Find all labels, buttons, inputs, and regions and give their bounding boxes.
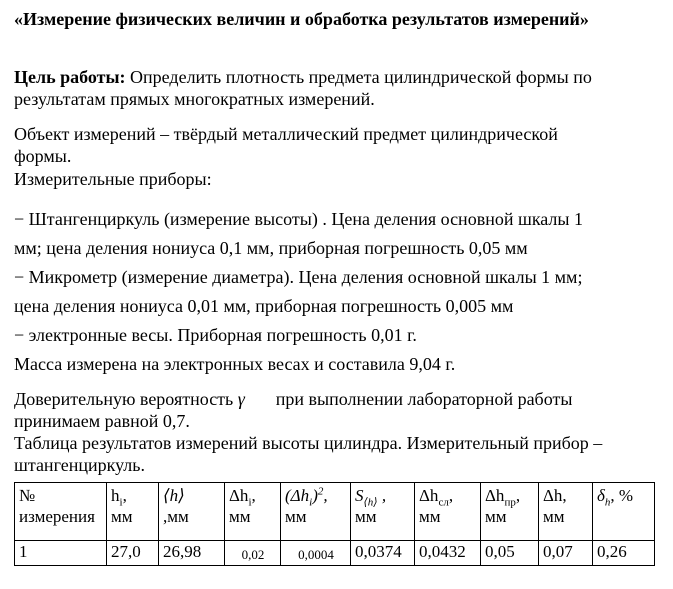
h-subscript: i <box>119 496 123 509</box>
cell-instrument-error: 0,05 <box>481 541 539 566</box>
mean-height-symbol: ⟨h⟩ <box>163 486 185 505</box>
header-total-error <box>539 483 593 541</box>
std-error-symbol: $S_{⟨h⟩}$ , <box>355 486 387 509</box>
delta-h-random: Δh <box>419 486 439 505</box>
header-measurement-label: измерения <box>19 507 95 526</box>
delta-squared-subscript: i <box>309 496 313 509</box>
s-symbol: S <box>355 486 364 505</box>
cell-deviation-squared: 0,0004 <box>281 541 351 566</box>
goal-line-2: результатам прямых многократных измерений. <box>14 89 375 109</box>
total-error-symbol: Δh, <box>543 486 567 505</box>
header-height <box>107 483 159 541</box>
cell-total-error: 0,07 <box>539 541 593 566</box>
header-deviation-symbol: $\Delta h_i$, <box>229 486 256 509</box>
header-number-sign: № <box>19 486 36 505</box>
header-random-error-unit: мм <box>419 507 441 526</box>
goal-label: Цель работы: <box>14 67 126 87</box>
header-instrument-error-unit: мм <box>485 507 507 526</box>
delta-squared-open: (Δh <box>285 486 310 505</box>
table-caption-line-2: штангенциркуль. <box>14 455 145 475</box>
mass-text: Масса измерена на электронных весах и составила 9,04 г. <box>14 354 456 374</box>
table-row <box>15 541 655 566</box>
delta-subscript: h <box>604 496 611 509</box>
cell-height: 27,0 <box>107 541 159 566</box>
header-total-error-unit: мм <box>543 507 565 526</box>
s-subscript: ⟨h⟩ <box>363 496 378 509</box>
header-std-error <box>351 483 415 541</box>
confidence-suffix: при выполнении лабораторной работы <box>275 389 573 409</box>
table-caption-line-1: Таблица результатов измерений высоты цилиндра. Измерительный прибор – <box>14 433 603 453</box>
delta-h-subscript: i <box>248 496 252 509</box>
instruments-label: Измерительные приборы: <box>14 169 212 189</box>
header-random-error <box>415 483 481 541</box>
header-measurement-number <box>15 483 107 541</box>
cell-mean-height: 26,98 <box>159 541 225 566</box>
header-mean-height-unit: ,мм <box>163 507 189 526</box>
delta-h-instrument: Δh <box>485 486 505 505</box>
random-subscript: сл <box>438 496 449 509</box>
header-height-symbol: $h_i$, <box>111 486 127 509</box>
instrument-2-line-2: цена деления нониуса 0,01 мм, приборная погрешность 0,005 мм <box>14 296 514 316</box>
h-symbol: h <box>111 486 120 505</box>
gamma-symbol: γ <box>237 389 245 409</box>
cell-deviation: 0,02 <box>225 541 281 566</box>
instrument-error-symbol: $\Delta h_{пр}$, <box>485 486 521 509</box>
instrument-2-line-1: − Микрометр (измерение диаметра). Цена деления основной шкалы 1 мм; <box>14 267 583 287</box>
deviation-squared-symbol: $(\Delta h_i)^2$, <box>285 485 328 509</box>
cell-random-error: 0,0432 <box>415 541 481 566</box>
header-deviation-squared-unit: мм <box>285 507 307 526</box>
instrument-subscript: пр <box>504 496 516 509</box>
cell-relative-error: 0,26 <box>593 541 655 566</box>
relative-error-symbol <box>597 485 651 509</box>
instrument-1-line-1: − Штангенциркуль (измерение высоты) . Цена деления основной шкалы 1 <box>14 209 584 229</box>
object-line-1: Объект измерений – твёрдый металлический предмет цилиндрической <box>14 124 558 144</box>
confidence-line-1 <box>14 388 572 410</box>
goal-line-1 <box>14 66 592 88</box>
header-deviation-squared <box>281 483 351 541</box>
goal-text: Определить плотность предмета цилиндрической формы по <box>125 67 592 87</box>
header-std-error-unit: мм <box>355 507 377 526</box>
delta-h-symbol: Δh <box>229 486 249 505</box>
document-title: «Измерение физических величин и обработка результатов измерений» <box>14 9 589 29</box>
cell-std-error: 0,0374 <box>351 541 415 566</box>
header-mean-height <box>159 483 225 541</box>
cell-measurement-number: 1 <box>15 541 107 566</box>
results-table <box>14 482 655 566</box>
delta-symbol: δ <box>597 486 605 505</box>
header-height-unit: мм <box>111 507 133 526</box>
object-line-2: формы. <box>14 146 72 166</box>
confidence-prefix: Доверительную вероятность <box>14 389 238 409</box>
header-deviation-unit: мм <box>229 507 251 526</box>
instrument-3: − электронные весы. Приборная погрешность 0,01 г. <box>14 325 417 345</box>
header-relative-error <box>593 483 655 541</box>
random-error-symbol: $\Delta h_{сл}$, <box>419 486 454 509</box>
instrument-1-line-2: мм; цена деления нониуса 0,1 мм, приборная погрешность 0,05 мм <box>14 238 528 258</box>
table-header-row <box>15 483 655 541</box>
percent-unit: , % <box>610 486 634 505</box>
header-deviation <box>225 483 281 541</box>
confidence-line-2: принимаем равной 0,7. <box>14 411 190 431</box>
header-instrument-error <box>481 483 539 541</box>
delta-squared-exponent: 2 <box>317 485 324 498</box>
delta-squared-close: ) <box>312 486 318 505</box>
